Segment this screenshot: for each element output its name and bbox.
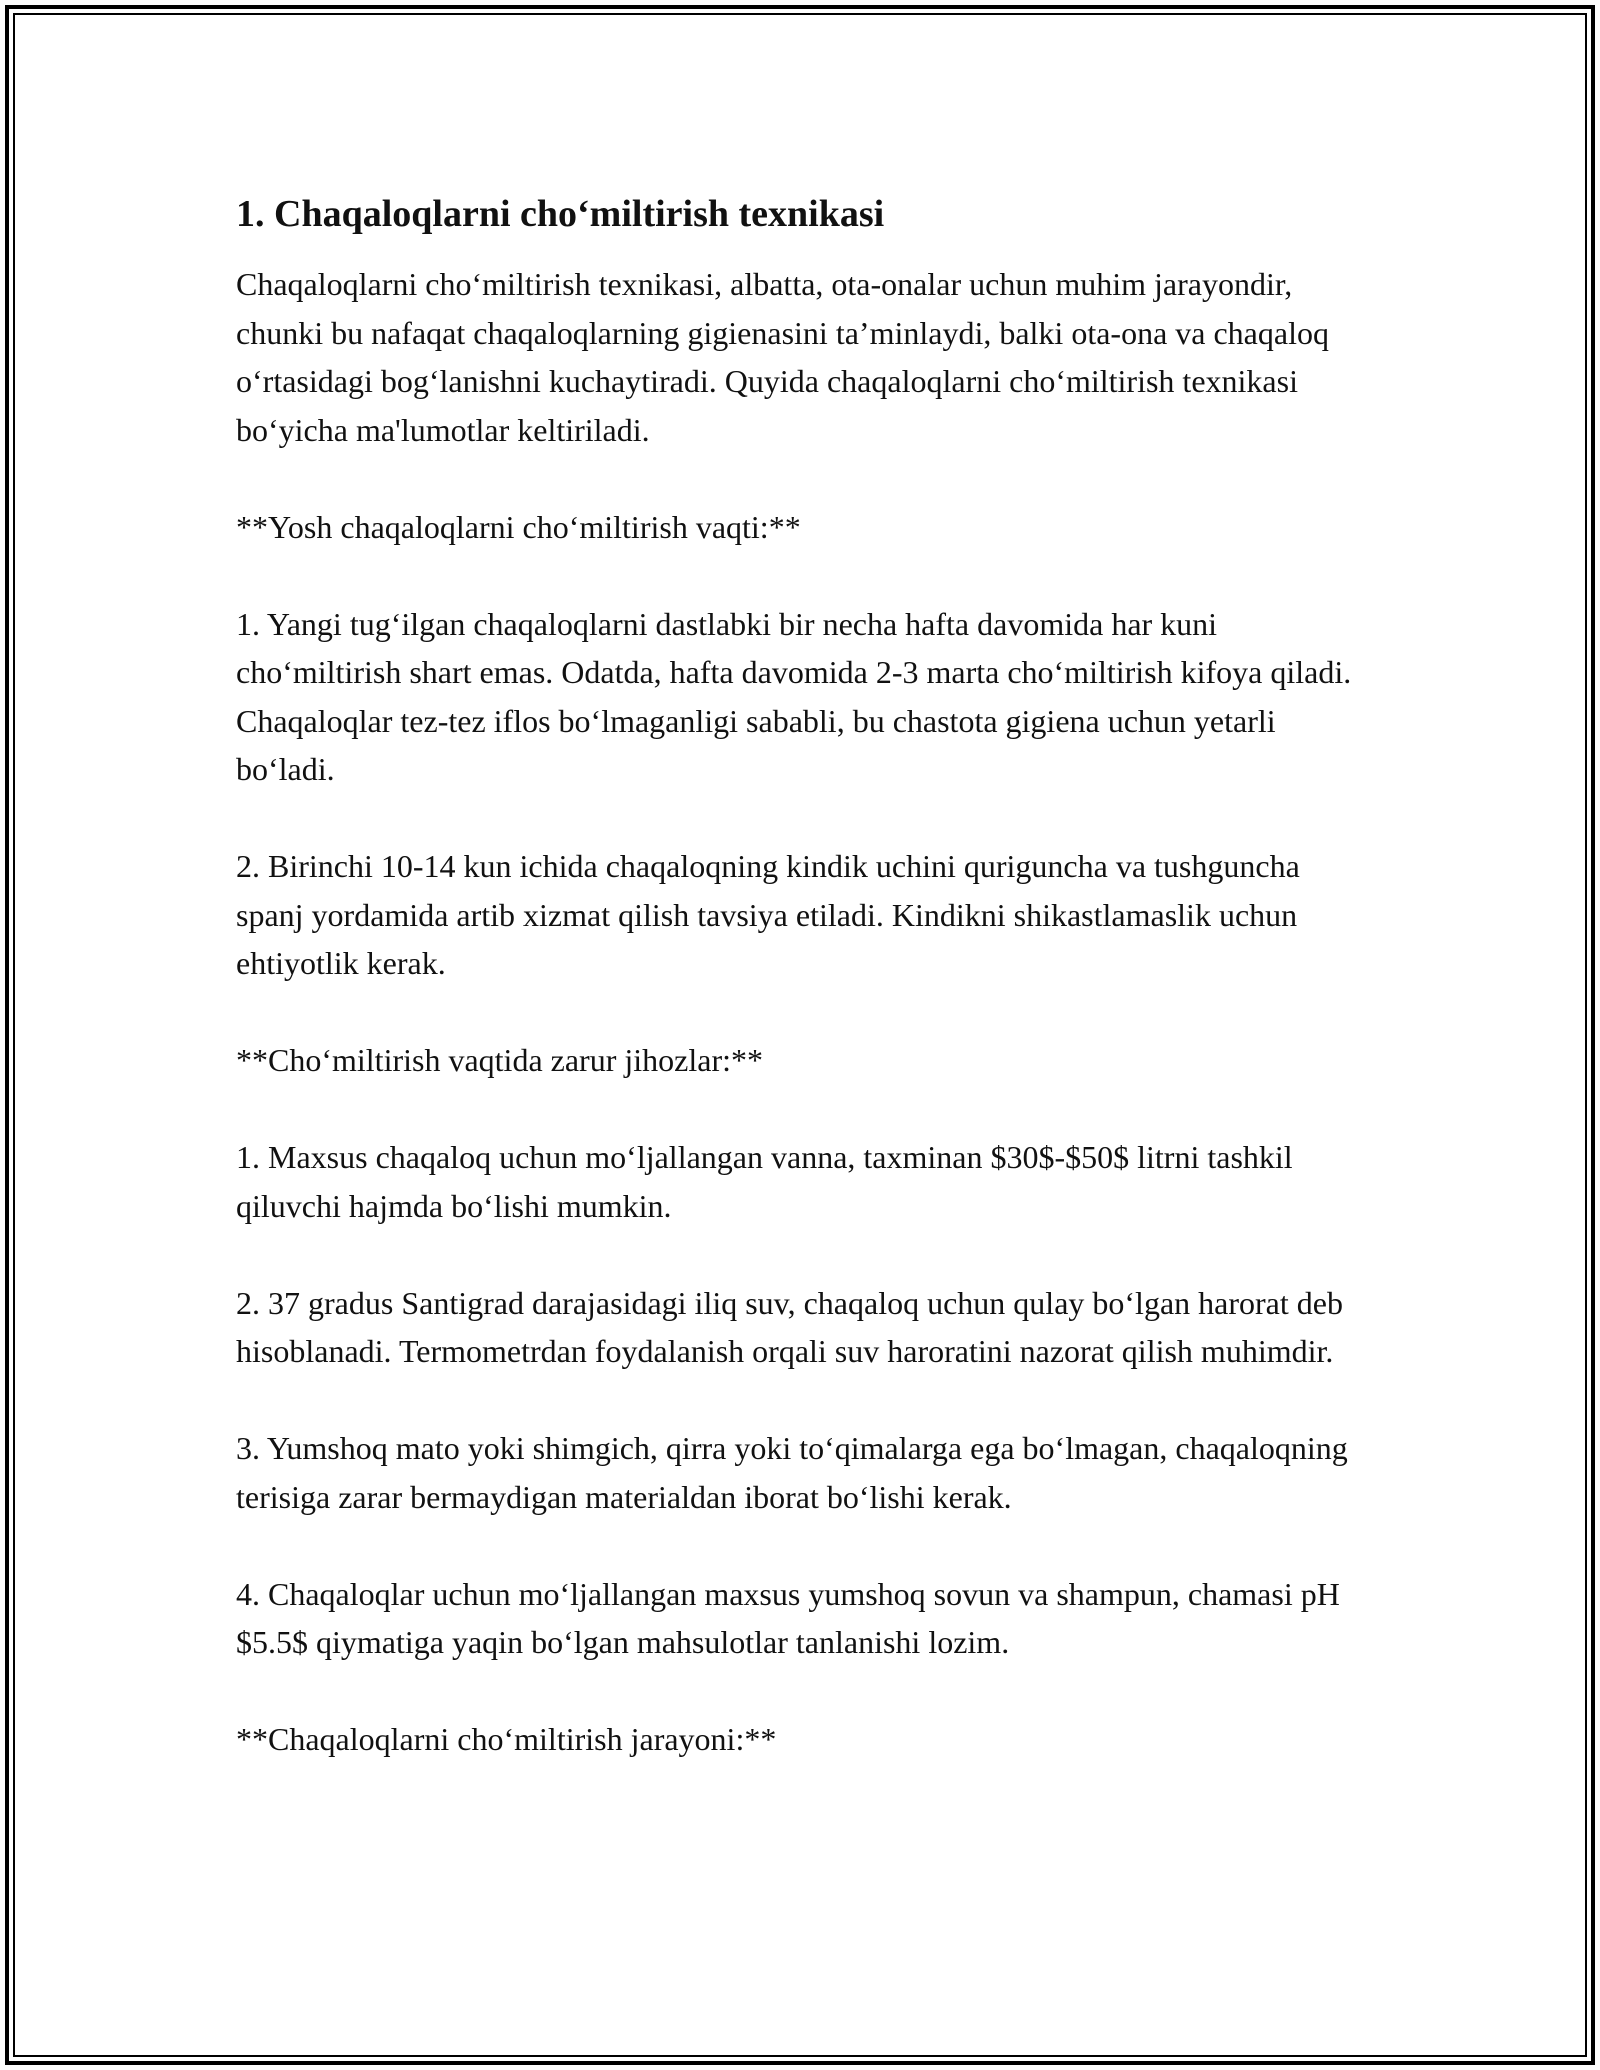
paragraph-item: 2. 37 gradus Santigrad darajasidagi iliq suv, chaqaloq uchun qulay bo‘lgan harorat deb hisoblanadi. Termometrdan foydalanish orqali suv haroratini nazorat qilish muhimdir. (236, 1284, 1343, 1369)
paragraph-item: 1. Yangi tug‘ilgan chaqaloqlarni dastlabki bir necha hafta davomida har kuni cho‘miltirish shart emas. Odatda, hafta davomida 2-3 marta cho‘miltirish kifoya qiladi. Chaqaloqlar tez-tez iflos bo‘lmaganligi sababli, bu chastota gigiena uchun yetarli bo‘ladi. (236, 605, 1352, 787)
document-title: 1. Chaqaloqlarni cho‘miltirish texnikasi (236, 193, 885, 235)
document-body (236, 188, 1366, 1812)
paragraph-intro: Chaqaloqlarni cho‘miltirish texnikasi, albatta, ota-onalar uchun muhim jarayondir, chunki bu nafaqat chaqaloqlarning gigienasini ta’minlaydi, balki ota-ona va chaqaloq o‘rtasidagi bog‘lanishni kuchaytiradi. Quyida chaqaloqlarni cho‘miltirish texnikasi bo‘yicha ma'lumotlar keltiriladi. (236, 266, 1329, 448)
paragraph-item: 1. Maxsus chaqaloq uchun mo‘ljallangan vanna, taxminan $30$-$50$ litrni tashkil qiluvchi hajmda bo‘lishi mumkin. (236, 1139, 1293, 1224)
paragraph-item: 4. Chaqaloqlar uchun mo‘ljallangan maxsus yumshoq sovun va shampun, chamasi pH $5.5$ qiymatiga yaqin bo‘lgan mahsulotlar tanlanishi lozim. (236, 1575, 1340, 1660)
paragraph-heading-process: **Chaqaloqlarni cho‘miltirish jarayoni:** (236, 1721, 777, 1757)
paragraph-item: 3. Yumshoq mato yoki shimgich, qirra yoki to‘qimalarga ega bo‘lmagan, chaqaloqning terisiga zarar bermaydigan materialdan iborat bo‘lishi kerak. (236, 1430, 1348, 1515)
paragraph-heading-bath-time: **Yosh chaqaloqlarni cho‘miltirish vaqti:** (236, 508, 801, 545)
paragraph-heading-equipment: **Cho‘miltirish vaqtida zarur jihozlar:** (236, 1042, 763, 1078)
paragraph-item: 2. Birinchi 10-14 kun ichida chaqaloqning kindik uchini quriguncha va tushguncha spanj yordamida artib xizmat qilish tavsiya etiladi. Kindikni shikastlamaslik uchun ehtiyotlik kerak. (236, 848, 1300, 981)
